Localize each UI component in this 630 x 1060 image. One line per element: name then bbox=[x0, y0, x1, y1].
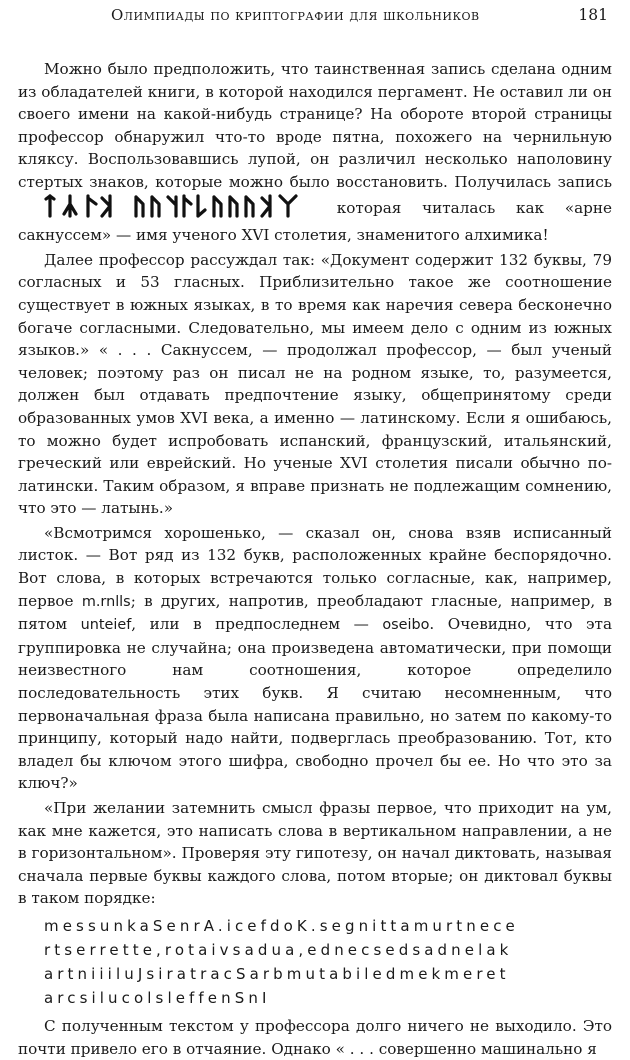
body-text bbox=[18, 58, 612, 1060]
cipher-line: messunkaSenrA.icefdoK.segnittamurtnece bbox=[44, 916, 519, 935]
cipher-text-block bbox=[44, 914, 612, 1010]
paragraph-1 bbox=[18, 58, 612, 247]
cipher-word-1: m.rnlls bbox=[81, 593, 131, 610]
paragraph-3-part-1: «Всмотримся хорошенько, — сказал он, снова взяв исписанный листок. — Вот ряд из 132 букв, расположенных крайне беспорядочно. Вот слова, в которых встречаются только согласные, как, например, первое bbox=[18, 523, 612, 610]
cipher-word-3: oseibo bbox=[382, 617, 430, 634]
page-header bbox=[18, 6, 612, 38]
paragraph-5: С полученным текстом у профессора долго ничего не выходило. Это почти привело его в отчаяние. Однако « . . . совершенно машинально я bbox=[18, 1016, 612, 1058]
paragraph-2: Далее профессор рассуждал так: «Документ содержит 132 буквы, 79 согласных и 53 гласных. Приблизительно такое же соотношение существует в южных языках, в то время как наречия севера бесконечно богаче согласными. Следовательно, мы имеем дело с одним из южных языков.» « . . . Сакнуссем, — продолжал профессор, — был ученый человек; поэтому раз он писал не на родном языке, то, разумеется, должен был отдавать предпочтение языку, общепринятому среди образованных умов XVI века, а именно — латинскому. Если я ошибаюсь, то можно будет испробовать испанский, французский, итальянский, греческий или еврейский. Но ученые XVI столетия писали обычно по-латински. Таким образом, я вправе признать не подлежащим сомнению, что это — латынь.» bbox=[18, 250, 612, 518]
cipher-line: artniiiluJsiratracSarbmutabiledmekmeret bbox=[44, 964, 510, 983]
running-title: Олимпиады по криптографии для школьников bbox=[111, 6, 480, 24]
paragraph-4: «При желании затемнить смысл фразы первое, что приходит на ум, как мне кажется, это написать слова в вертикальном направлении, а не в горизонтальном». Проверяя эту гипотезу, он начал диктовать, называя сначала первые буквы каждого слова, потом вторые; он диктовал буквы в таком порядке: bbox=[18, 799, 612, 908]
cipher-line: arcsilucolsleffenSnI bbox=[44, 988, 271, 1007]
paragraph-3-part-4: . Очевидно, что эта группировка не случайна; она произведена автоматически, при помощи неизвестного нам соотношения, которое определило последовательность этих букв. Я считаю несомненным, что первоначальная фраза была написана правильно, но затем по какому-то принципу, который надо найти, подверглась преобразованию. Тот, кто владел бы ключом этого шифра, свободно прочел бы ее. Но что это за ключ?» bbox=[18, 615, 612, 793]
cipher-line: rtserrette,rotaivsadua,ednecsedsadnelak bbox=[44, 940, 513, 959]
paragraph-3-part-2: ; в других, напротив, преобладают гласные, например, в пятом bbox=[18, 591, 613, 634]
page-number: 181 bbox=[578, 6, 608, 24]
cipher-word-2: unteief bbox=[80, 617, 132, 634]
runic-inscription-icon bbox=[18, 194, 316, 225]
paragraph-1-text-before: Можно было предположить, что таинственная запись сделана одним из обладателей книги, в которой находился пергамент. Не оставил ли он своего имени на какой-нибудь странице? На обороте второй страницы профессор обнаружил что-то вроде пятна, похожего на чернильную кляксу. Воспользовавшись лупой, он различил несколько наполовину стертых знаков, которые можно было восстановить. Получилась запись bbox=[18, 60, 612, 191]
paragraph-3-part-3: , или в предпоследнем — bbox=[131, 615, 369, 634]
paragraph-1-text-after: которая читалась как «арне сакнуссем» — имя ученого XVI столетия, знаменитого алхимика! bbox=[18, 198, 613, 245]
paragraph-3 bbox=[18, 522, 612, 795]
